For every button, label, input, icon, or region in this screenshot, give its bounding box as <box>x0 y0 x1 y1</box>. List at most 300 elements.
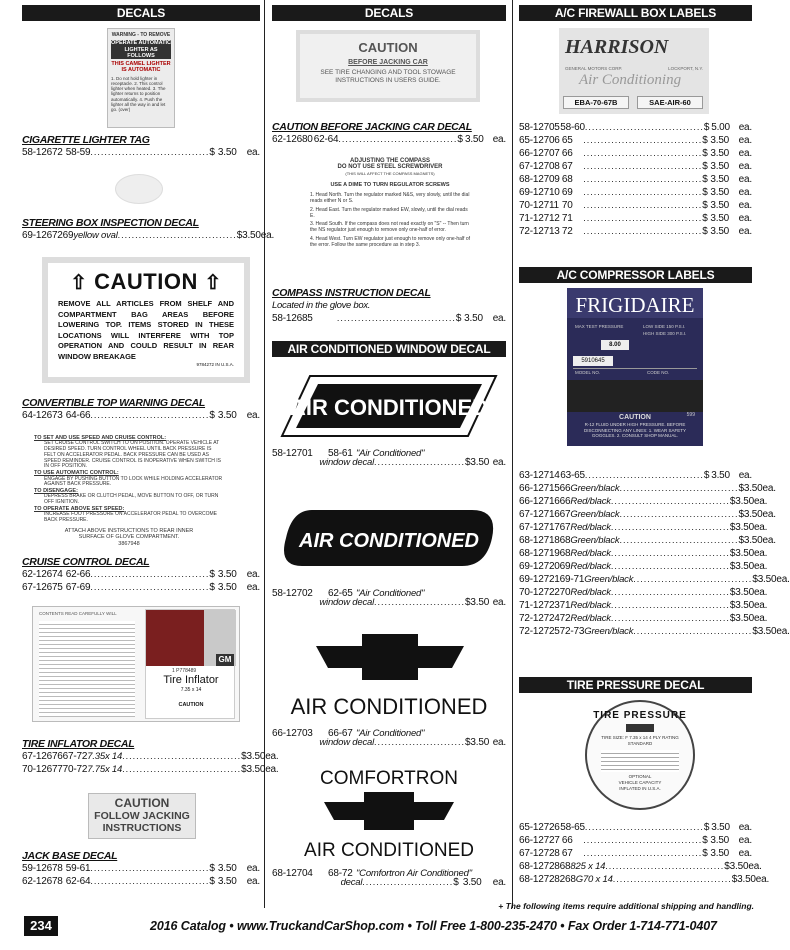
part-number: 66-12715 <box>519 483 560 494</box>
part-description: Red/black <box>570 496 611 507</box>
convertible-warning-title: CONVERTIBLE TOP WARNING DECAL <box>22 397 206 409</box>
part-price: 3.50 <box>735 496 754 507</box>
dollar-sign: $ <box>209 147 215 158</box>
page-number: 234 <box>24 916 58 936</box>
part-price: 3.50 <box>710 148 730 159</box>
steering-box-title: STEERING BOX INSPECTION DECAL <box>22 217 199 229</box>
dot-leader: .................................. <box>583 835 703 845</box>
jack-base-rows <box>22 862 260 888</box>
part-description: "Air Conditioned" <box>356 448 425 459</box>
price-unit: ea. <box>246 876 260 887</box>
part-number: 58-12672 <box>22 147 63 158</box>
brand-sub: LOCKPORT, N.Y. <box>668 66 703 71</box>
part-description: Red/black <box>570 561 611 572</box>
dollar-sign: $ <box>738 483 744 494</box>
price-unit: ea. <box>738 135 752 146</box>
jacking-line: BEFORE JACKING CAR <box>348 59 428 66</box>
part-price: 3.50 <box>735 548 754 559</box>
dollar-sign: $ <box>752 626 758 637</box>
air-conditioned-decal-3 <box>272 630 506 722</box>
compass-rows <box>272 312 506 325</box>
part-number: 59-12678 <box>22 863 63 874</box>
code-label: CODE NO. <box>647 370 670 375</box>
dot-leader: .......................... <box>362 877 454 887</box>
part-price: 3.50 <box>470 737 490 748</box>
compass-step: 3. Head South. If the compass does not read exactly on "S" -- Then turn the NS regulator just enough to remove only one-half of error. <box>310 221 469 234</box>
part-number: 69-12710 <box>519 187 560 198</box>
part-row <box>272 312 506 325</box>
price-unit: ea. <box>492 597 506 608</box>
part-number: 58-12685 <box>272 313 313 324</box>
part-years: 62-64 <box>65 876 91 887</box>
dollar-sign: $ <box>702 848 708 859</box>
price-unit: ea. <box>738 187 752 198</box>
dot-leader: .................................. <box>584 470 704 480</box>
cruise-control-title: CRUISE CONTROL DECAL <box>22 556 150 568</box>
price-unit: ea. <box>492 737 506 748</box>
compass-step: 4. Head West. Turn EW regulator just enough to remove only one-half of the error. Follow the same procedure as in step 3. <box>310 235 470 248</box>
part-row <box>519 482 776 495</box>
cigarette-lighter-tag-image <box>107 28 175 128</box>
part-years: 69 <box>559 561 571 572</box>
dollar-sign: $ <box>702 226 708 237</box>
dollar-sign: $ <box>729 587 736 598</box>
tire-pressure-rows <box>519 821 770 886</box>
price-unit: ea. <box>492 457 506 468</box>
part-number: 72-12725 <box>519 626 560 637</box>
part-price: 3.50 <box>735 587 754 598</box>
price-unit: ea. <box>738 213 752 224</box>
part-years: 69-71 <box>559 574 585 585</box>
ac-window-header: AIR CONDITIONED WINDOW DECAL <box>272 341 506 357</box>
part-number: 67-12728 <box>519 848 560 859</box>
air-conditioned-decal-2 <box>272 502 506 574</box>
part-row <box>22 875 260 888</box>
dot-leader: .................................. <box>90 410 210 420</box>
part-row <box>519 834 752 847</box>
dot-leader: .................................. <box>338 134 458 144</box>
part-row <box>519 821 752 834</box>
price-unit: ea. <box>738 822 752 833</box>
part-row <box>22 581 260 594</box>
part-price: 5.00 <box>711 122 730 133</box>
column-1 <box>22 0 279 908</box>
part-row <box>519 134 752 147</box>
dot-leader: .................................. <box>605 861 725 871</box>
price-unit: ea. <box>762 535 776 546</box>
part-price: 3.50 <box>710 187 730 198</box>
part-number: 65-12706 <box>519 135 560 146</box>
part-description: 825 x 14 <box>570 861 606 872</box>
price-unit: ea. <box>738 174 752 185</box>
cruise-line: ATTACH ABOVE INSTRUCTIONS TO REAR INNER SURFACE OF GLOVE COMPARTMENT. <box>64 527 194 541</box>
steering-box-rows <box>22 229 275 242</box>
dot-leader: .................................. <box>583 200 703 210</box>
decal-code: 9784272 IN U.S.A. <box>196 362 234 367</box>
inflator-lines <box>39 621 135 717</box>
part-number: 66-12703 <box>272 728 313 739</box>
part-row <box>519 199 752 212</box>
tire-table <box>601 750 679 772</box>
dollar-sign: $ <box>236 230 243 241</box>
dot-leader: .................................. <box>90 582 210 592</box>
dot-leader: .................................. <box>610 561 730 571</box>
jack-base-title: JACK BASE DECAL <box>22 850 118 862</box>
caution-label: CAUTION <box>619 414 651 421</box>
pressure-line: HIGH SIDE 300 P.S.I. <box>643 331 687 336</box>
dollar-sign: $ <box>731 874 738 885</box>
part-years: 62-66 <box>65 569 91 580</box>
dollar-sign: $ <box>702 135 708 146</box>
part-price: 3.50 <box>710 213 730 224</box>
part-row <box>519 873 770 886</box>
dot-leader: .................................. <box>610 600 730 610</box>
part-row <box>519 225 752 238</box>
dot-leader: .................................. <box>583 148 703 158</box>
part-number: 70-12677 <box>22 764 63 775</box>
dot-leader: .................................. <box>610 613 730 623</box>
part-price: 3.50 <box>729 861 749 872</box>
part-row <box>519 560 768 573</box>
dollar-sign: $ <box>703 122 710 133</box>
dot-leader: .................................. <box>633 626 753 636</box>
part-price: 3.50 <box>710 135 730 146</box>
dot-leader: .......................... <box>374 597 466 607</box>
part-row <box>519 521 768 534</box>
part-number: 62-12680 <box>272 134 313 145</box>
caution-label: CAUTION <box>94 269 198 294</box>
dollar-sign: $ <box>702 148 708 159</box>
part-price: 3.50 <box>757 626 777 637</box>
part-years: 64-66 <box>65 410 91 421</box>
compass-heading: (THIS WILL AFFECT THE COMPASS MAGNETS) <box>345 170 435 176</box>
convertible-warning-rows <box>22 409 260 422</box>
part-years: 72 <box>559 613 571 624</box>
cruise-line: 3867948 <box>118 540 140 547</box>
dollar-sign: $ <box>729 561 736 572</box>
part-years: 72 <box>561 226 573 237</box>
part-row <box>519 508 776 521</box>
part-price: 3.50 <box>710 835 730 846</box>
column-3 <box>519 0 790 908</box>
decal-text: AIR CONDITIONED <box>290 694 488 719</box>
part-years: 67 <box>561 848 573 859</box>
part-row <box>519 860 762 873</box>
comfortron-decal <box>272 762 506 862</box>
dot-leader: .................................. <box>612 874 732 884</box>
part-years: 66 <box>559 496 571 507</box>
part-price: 3.50 <box>710 174 730 185</box>
part-description: window decal <box>319 737 375 748</box>
part-price: 3.50 <box>737 874 756 885</box>
part-price: 3.50 <box>710 161 730 172</box>
dot-leader: .................................. <box>90 863 210 873</box>
dollar-sign: $ <box>702 174 708 185</box>
dot-leader: .......................... <box>374 457 466 467</box>
price-unit: ea. <box>755 874 770 885</box>
part-years: 70 <box>559 587 571 598</box>
cruise-line: SET CRUISE CONTROL SWITCH TO ON POSITION. OPERATE VEHICLE AT DESIRED SPEED. TURN CONTROL WHEEL UNTIL BACK PRESSURE IS FELT ON ACCELERATOR PEDAL. BACK PRESSURE CAN BE USED AS SPEED REMINDER. CRUISE CONTROL IS INOPERATIVE WHEN SWITCH IS IN OFF POSITION. <box>44 440 221 470</box>
dot-leader: .................................. <box>583 135 703 145</box>
jack-line: CAUTION <box>114 796 170 810</box>
price-unit: ea. <box>738 470 752 481</box>
charge-box: 8.00 <box>601 340 629 350</box>
dot-leader: .................................. <box>90 147 210 157</box>
gm-logo: GM <box>216 654 234 666</box>
dot-leader: .................................. <box>122 751 242 761</box>
inflator-size: 7.35 x 14 <box>180 687 202 693</box>
price-unit: ea. <box>738 148 752 159</box>
part-years: 58-59 <box>65 147 91 158</box>
caution-label: CAUTION <box>358 40 418 55</box>
label-number: 599 <box>686 412 695 418</box>
section-header: DECALS <box>272 5 506 21</box>
tag-bar: OPERATE AUTOMATIC LIGHTER AS FOLLOWS <box>111 40 171 59</box>
part-description: "Comfortron Air Conditioned" <box>356 868 472 879</box>
dot-leader: .................................. <box>117 230 237 240</box>
compass-instruction-decal-image <box>298 158 482 280</box>
part-number: 66-12716 <box>519 496 560 507</box>
jacking-caution-title: CAUTION BEFORE JACKING CAR DECAL <box>272 121 472 133</box>
cruise-line: ENGAGE BY PUSHING BUTTON TO LOCK WHILE HOLDING ACCELERATOR AGAINST BACK PRESSURE. <box>44 475 223 488</box>
part-years: 69 <box>62 230 74 241</box>
cruise-line: TO DISENGAGE: <box>34 488 78 495</box>
dot-leader: .................................. <box>584 122 704 132</box>
part-years: 67 <box>561 161 573 172</box>
jacking-caution-decal-image <box>296 30 480 102</box>
pressure-line: LOW SIDE 150 P.S.I. <box>643 324 686 329</box>
tag-warning: WARNING - TO REMOVE <box>111 32 171 38</box>
harrison-label-image <box>559 28 709 114</box>
cigarette-lighter-tag-title: CIGARETTE LIGHTER TAG <box>22 134 150 146</box>
part-price: 3.50 <box>246 751 266 762</box>
firewall-label-rows <box>519 121 752 238</box>
dollar-sign: $ <box>209 410 215 421</box>
tire-line: TIRE SIZE: F 7.35 x 14 4 PLY RATING <box>601 735 679 740</box>
price-unit: ea. <box>753 496 768 507</box>
tire-inflator-title: TIRE INFLATOR DECAL <box>22 738 135 750</box>
tire-inflator-rows <box>22 750 279 776</box>
part-number: 67-12675 <box>22 582 63 593</box>
jacking-caution-rows <box>272 133 506 146</box>
part-years: 58-61 <box>328 448 353 459</box>
part-description: Green/black <box>570 483 620 494</box>
part-description: Red/black <box>570 613 611 624</box>
part-number: 58-12705 <box>519 122 560 133</box>
dollar-sign: $ <box>457 134 463 145</box>
part-description: Green/black <box>584 626 634 637</box>
part-number: 68-12719 <box>519 548 560 559</box>
price-unit: ea. <box>492 877 507 888</box>
dollar-sign: $ <box>209 863 215 874</box>
part-years: 66 <box>561 835 573 846</box>
part-price: 3.50 <box>735 600 754 611</box>
part-number: 68-12709 <box>519 174 560 185</box>
section-header: DECALS <box>22 5 260 21</box>
code-box: SAE-AIR-60 <box>637 96 703 109</box>
part-years: 71 <box>561 213 573 224</box>
price-unit: ea. <box>738 122 752 133</box>
part-row <box>519 495 768 508</box>
part-description: Red/black <box>570 587 611 598</box>
part-row-continued <box>272 456 506 469</box>
dot-leader: .................................. <box>610 496 730 506</box>
dollar-sign: $ <box>703 822 710 833</box>
dollar-sign: $ <box>209 876 215 887</box>
decal-text: AIR CONDITIONED <box>290 395 488 420</box>
caution-text: REMOVE ALL ARTICLES FROM SHELF AND COMPARTMENT BAG AREAS BEFORE LOWERING TOP. ITEMS STORED IN THESE LOCATIONS WILL INTERFERE WITH TOP OPERATION AND COULD RESULT IN REAR WINDOW BREAKAGE <box>58 299 234 361</box>
price-unit: ea. <box>246 569 260 580</box>
price-unit: ea. <box>762 483 776 494</box>
part-row <box>519 573 790 586</box>
steering-box-decal-image <box>115 174 163 204</box>
part-price: 3.50 <box>217 582 237 593</box>
price-unit: ea. <box>492 134 506 145</box>
price-unit: ea. <box>738 161 752 172</box>
part-description: Red/black <box>570 600 611 611</box>
price-unit: ea. <box>246 410 260 421</box>
dot-leader: .................................. <box>584 822 704 832</box>
cruise-line: DEPRESS BRAKE OR CLUTCH PEDAL, MOVE BUTTON TO OFF, OR TURN OFF IGNITION. <box>44 493 219 506</box>
dollar-sign: $ <box>702 161 708 172</box>
part-row <box>519 147 752 160</box>
part-description: Green/black <box>584 574 634 585</box>
tire-line: INFLATED IN U.S.A. <box>619 786 661 792</box>
cruise-line: INCREASE FOOT PRESSURE ON ACCELERATOR PEDAL TO OVERCOME BACK PRESSURE. <box>44 511 218 524</box>
jacking-line: SEE TIRE CHANGING AND TOOL STOWAGE INSTRUCTIONS IN USERS GUIDE. <box>320 69 456 84</box>
part-row <box>519 173 752 186</box>
dot-leader: .................................. <box>583 226 703 236</box>
dollar-sign: $ <box>729 496 736 507</box>
tire-inflator-decal-image <box>32 606 240 722</box>
part-row <box>519 186 752 199</box>
part-description: window decal <box>319 597 375 608</box>
pressure-line: MAX TEST PRESSURE <box>575 324 624 329</box>
dot-leader: .................................. <box>90 569 210 579</box>
price-unit: ea. <box>492 313 506 324</box>
tire-line: STANDARD <box>627 741 653 747</box>
part-row <box>519 547 768 560</box>
dot-leader: .................................. <box>583 848 703 858</box>
model-box: 5910645 <box>573 356 613 366</box>
bowtie-icon <box>316 634 464 680</box>
part-row <box>22 568 260 581</box>
part-price: 3.50 <box>470 597 490 608</box>
dollar-sign: $ <box>702 835 708 846</box>
dot-leader: .................................. <box>619 535 739 545</box>
part-description: Green/black <box>570 509 620 520</box>
part-row <box>519 469 752 482</box>
part-row <box>272 133 506 146</box>
part-row <box>22 763 279 776</box>
part-row <box>519 847 752 860</box>
part-number: 67-12708 <box>519 161 560 172</box>
part-number: 69-12672 <box>22 230 63 241</box>
dollar-sign: $ <box>702 213 708 224</box>
part-price: 3.50 <box>246 764 266 775</box>
ac-compressor-header: A/C COMPRESSOR LABELS <box>519 267 752 283</box>
compass-heading: ADJUSTING THE COMPASS <box>350 158 430 164</box>
price-unit: ea. <box>265 764 279 775</box>
part-price: 3.50 <box>242 230 261 241</box>
part-price: 3.50 <box>217 147 237 158</box>
part-row <box>22 750 279 763</box>
dollar-sign: $ <box>702 200 708 211</box>
compass-step: 2. Head East. Turn the regulator marked EW, slowly, until the dial reads E. <box>310 206 468 219</box>
dot-leader: .................................. <box>583 174 703 184</box>
price-unit: ea. <box>738 848 752 859</box>
column-divider <box>512 0 513 908</box>
price-unit: ea. <box>738 226 752 237</box>
part-years: 65 <box>561 135 573 146</box>
part-number: 67-12717 <box>519 522 560 533</box>
bowtie-icon <box>626 724 654 732</box>
dollar-sign: $ <box>729 548 736 559</box>
dollar-sign: $ <box>465 457 471 468</box>
dot-leader: .................................. <box>633 574 753 584</box>
column-2 <box>272 0 506 908</box>
part-price: 3.50 <box>217 410 237 421</box>
ac-decal-4-rows <box>272 867 506 889</box>
compass-heading: DO NOT USE STEEL SCREWDRIVER <box>337 164 443 171</box>
price-unit: ea. <box>265 751 279 762</box>
convertible-warning-decal-image <box>42 257 250 383</box>
part-number: 62-12678 <box>22 876 63 887</box>
part-row <box>519 612 768 625</box>
part-row <box>519 625 790 638</box>
dollar-sign: $ <box>738 535 744 546</box>
part-years: 70 <box>561 200 573 211</box>
part-row <box>519 599 768 612</box>
compass-note: Located in the glove box. <box>272 300 371 311</box>
price-unit: ea. <box>738 200 752 211</box>
dollar-sign: $ <box>453 877 459 888</box>
dollar-sign: $ <box>241 764 247 775</box>
part-price: 3.50 <box>735 561 754 572</box>
part-row <box>22 146 260 159</box>
dot-leader: .................................. <box>619 483 739 493</box>
dot-leader: .......................... <box>374 737 466 747</box>
inflator-number: 1 P778489 <box>172 668 197 674</box>
part-number: 68-12704 <box>272 868 313 879</box>
code-box: EBA-70-67B <box>563 96 629 109</box>
price-unit: ea. <box>762 509 776 520</box>
part-number: 63-12714 <box>519 470 560 481</box>
part-price: 3.50 <box>743 509 763 520</box>
part-years: 67-69 <box>65 582 91 593</box>
part-number: 68-12718 <box>519 535 560 546</box>
part-price: 3.50 <box>735 522 754 533</box>
part-number: 70-12722 <box>519 587 560 598</box>
dollar-sign: $ <box>729 522 736 533</box>
part-years: 70-72 <box>62 764 88 775</box>
price-unit: ea. <box>260 230 275 241</box>
part-price: 3.50 <box>464 313 483 324</box>
part-number: 62-12674 <box>22 569 63 580</box>
part-row-continued <box>272 596 506 609</box>
dot-leader: .................................. <box>90 876 210 886</box>
part-years: 68-72 <box>328 868 353 879</box>
part-price: 3.50 <box>462 877 482 888</box>
part-row-continued <box>272 876 506 889</box>
part-price: 3.50 <box>711 470 730 481</box>
part-number: 71-12723 <box>519 600 560 611</box>
price-unit: ea. <box>246 582 260 593</box>
part-years: 68 <box>559 861 571 872</box>
part-years: 69 <box>561 187 573 198</box>
part-description: Red/black <box>570 522 611 533</box>
part-price: 3.50 <box>757 574 777 585</box>
